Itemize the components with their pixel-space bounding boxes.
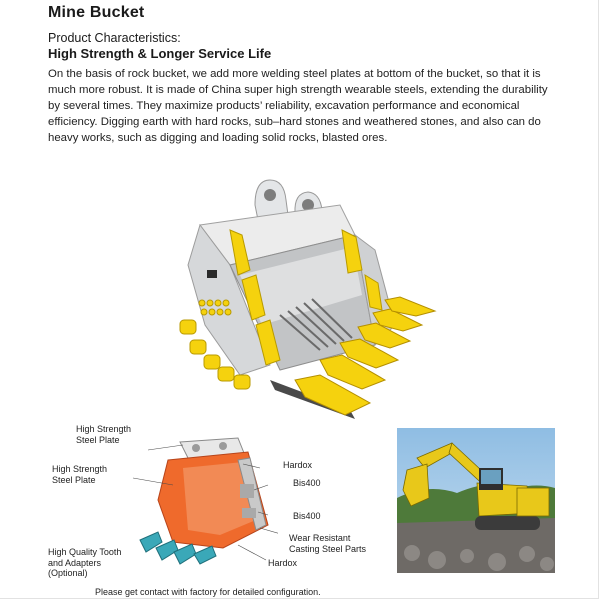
label-bis400-2: Bis400 (293, 511, 321, 521)
subheading: High Strength & Longer Service Life (48, 46, 272, 61)
label-hardox-bottom: Hardox (268, 558, 298, 568)
footer-note: Please get contact with factory for detailed configuration. (95, 587, 321, 597)
label-tooth-adapters: High Quality Tooth and Adapters (Optional) (48, 547, 122, 578)
label-wear-resistant-parts: Wear Resistant Casting Steel Parts (289, 533, 367, 554)
excavator-photo (397, 428, 555, 573)
bucket-cutaway-diagram (128, 430, 278, 565)
label-hardox-top: Hardox (283, 460, 313, 470)
product-description: On the basis of rock bucket, we add more welding steel plates at bottom of the bucket, so that it is much more robust. It is made of China super high strength wearable steels, extending the durability by several times. They maximize products’ reliability, excavation performance and economical efficiency. Digging earth with hard rocks, sub–hard stones and weathered stones, and also can do heavy works, such as digging and loading solid rocks, blasted ores. (48, 68, 548, 144)
label-high-strength-steel-plate-1: High Strength Steel Plate (76, 424, 132, 445)
label-high-strength-steel-plate-2: High Strength Steel Plate (52, 464, 108, 485)
characteristics-heading: Product Characteristics: (48, 31, 181, 45)
label-bis400-1: Bis400 (293, 478, 321, 488)
mine-bucket-image (170, 175, 450, 425)
page-title: Mine Bucket (48, 4, 145, 21)
